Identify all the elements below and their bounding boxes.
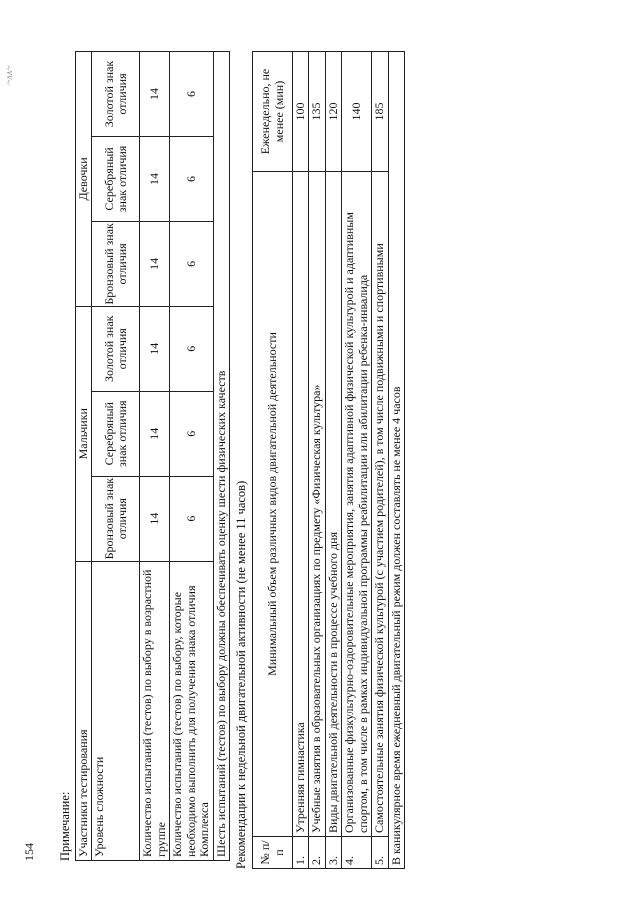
cell-value: 14: [140, 221, 170, 306]
row-label: Количество испытаний (тестов) по выбору, которые необходимо выполнить для получения знака отличия Комплекса: [170, 561, 213, 860]
cell-value: 14: [140, 306, 170, 391]
minutes-value: 120: [325, 52, 341, 172]
cell-value: 14: [140, 476, 170, 561]
row-number: 3.: [325, 837, 341, 869]
badge-header: Серебряный знак отличия: [92, 391, 140, 476]
cell-value: 14: [140, 391, 170, 476]
cell-value: 6: [170, 221, 213, 306]
minutes-value: 100: [293, 52, 309, 172]
row-number: 2.: [309, 837, 325, 869]
minutes-value: 185: [372, 52, 388, 172]
table-footnote: В каникулярное время ежедневный двигательный режим должен составлять не менее 4 часов: [388, 52, 404, 869]
activity-name: Виды двигательной деятельности в процессе учебного дня: [325, 171, 341, 836]
cell-value: 6: [170, 306, 213, 391]
row-number: 4.: [342, 837, 372, 869]
handwritten-mark: ~ʌʌ~: [4, 65, 15, 85]
badge-header: Золотой знак отличия: [92, 52, 140, 137]
cell-value: 6: [170, 52, 213, 137]
table-row: [325, 52, 341, 869]
page-number: 154: [22, 843, 36, 861]
cell-value: 6: [170, 391, 213, 476]
boys-header: Мальчики: [76, 306, 92, 561]
activity-name: Организованные физкультурно-оздоровительные мероприятия, занятия адаптивной физической культурой и адаптивным спортом, в том числе в рамках индивидуальной программы реабилитации или абилитации ребенка-инвалида: [342, 171, 372, 836]
minutes-value: 135: [309, 52, 325, 172]
badge-header: Бронзовый знак отличия: [92, 221, 140, 306]
table-row: [309, 52, 325, 869]
row-label: Количество испытаний (тестов) по выбору в возрастной группе: [140, 561, 170, 860]
table-row: [170, 52, 213, 861]
participants-label: Участники тестирования: [76, 561, 92, 860]
row-number: 1.: [293, 837, 309, 869]
girls-header: Девочки: [76, 52, 92, 307]
activity-name: Учебные занятия в образовательных организациях по предмету «Физическая культура»: [309, 171, 325, 836]
weekly-column-header: Еженедельно, не менее (мин): [253, 52, 293, 172]
cell-value: 14: [140, 52, 170, 137]
table-row: [372, 52, 388, 869]
table-footnote: Шесть испытаний (тестов) по выбору должны обеспечивать оценку шести физических качеств: [213, 52, 229, 861]
badge-header: Бронзовый знак отличия: [92, 476, 140, 561]
badge-header: Серебряный знак отличия: [92, 136, 140, 221]
row-number: 5.: [372, 837, 388, 869]
minutes-value: 140: [342, 52, 372, 172]
cell-value: 14: [140, 136, 170, 221]
table-row: [342, 52, 372, 869]
table-row: [293, 52, 309, 869]
badge-header: Золотой знак отличия: [92, 306, 140, 391]
badge-tests-table: [75, 51, 230, 861]
table-row: [140, 52, 170, 861]
activity-column-header: Минимальный объем различных видов двигательной деятельности: [253, 171, 293, 836]
activity-name: Самостоятельные занятия физической культурой (с участием родителей), в том числе подвижными и спортивными: [372, 171, 388, 836]
recommendation-title: Рекомендации к недельной двигательной активности (не менее 11 часов): [234, 480, 248, 869]
weekly-activity-table: [252, 51, 405, 869]
note-label: Примечание:: [58, 791, 72, 861]
number-column-header: № п/п: [253, 837, 293, 869]
cell-value: 6: [170, 136, 213, 221]
cell-value: 6: [170, 476, 213, 561]
difficulty-label: Уровень сложности: [92, 561, 140, 860]
activity-name: Утренняя гимнастика: [293, 171, 309, 836]
